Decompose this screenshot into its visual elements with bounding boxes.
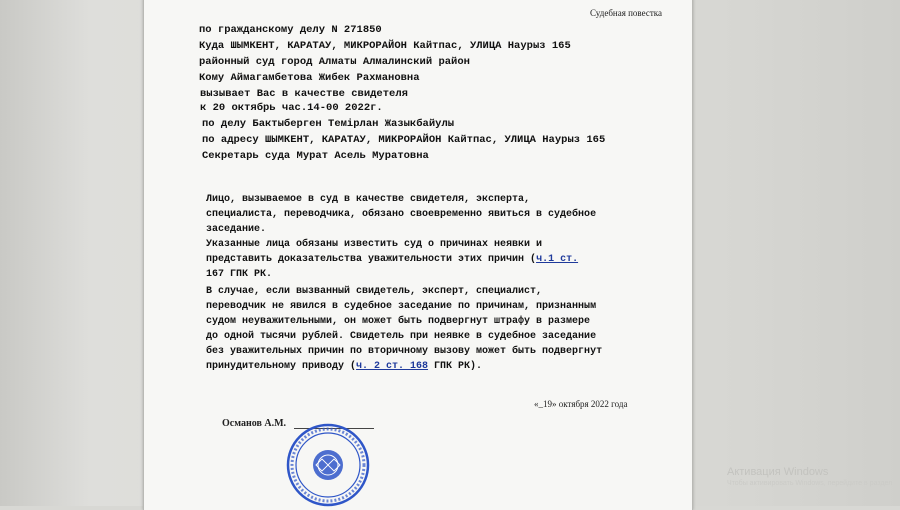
destination-line: Куда ШЫМКЕНТ, КАРАТАУ, МИКРОРАЙОН Кайтпас, УЛИЦА Наурыз 165	[199, 40, 571, 52]
body-line: Указанные лица обязаны известить суд о причинах неявки и	[206, 239, 543, 250]
summons-line: вызывает Вас в качестве свидетеля	[200, 88, 408, 100]
document-date: «_19» октября 2022 года	[534, 399, 628, 409]
address-line: по адресу ШЫМКЕНТ, КАРАТАУ, МИКРОРАЙОН Кайтпас, УЛИЦА Наурыз 165	[202, 134, 606, 146]
law-reference-link[interactable]: ч.1 ст.	[536, 254, 579, 265]
secretary-line: Секретарь суда Мурат Асель Муратовна	[202, 150, 429, 162]
body-line: специалиста, переводчика, обязано своевременно явиться в судебное	[206, 209, 597, 220]
matter-line: по делу Бактыберген Темірлан Жазыкбайулы	[202, 118, 455, 130]
court-seal-icon	[286, 423, 370, 507]
windows-activation-title: Активация Windows	[727, 466, 829, 478]
law-reference-link[interactable]: ч. 2 ст. 168	[356, 361, 429, 372]
time-line: к 20 октябрь час.14-00 2022г.	[200, 102, 383, 114]
body-line: судом неуважительными, он может быть подвергнут штрафу в размере	[206, 316, 591, 327]
document-header: Судебная повестка	[590, 8, 662, 18]
body-line: переводчик не явился в судебное заседание по причинам, признанным	[206, 301, 597, 312]
body-line: до одной тысячи рублей. Свидетель при неявке в судебное заседание	[206, 331, 597, 342]
body-line: без уважительных причин по вторичному вызову может быть подвергнут	[206, 346, 603, 357]
body-line: 167 ГПК РК.	[206, 269, 273, 280]
document-page	[143, 0, 693, 510]
body-text: принудительному приводу (	[206, 361, 357, 372]
windows-activation-hint: Чтобы активировать Windows, перейдите в раздел	[727, 480, 893, 487]
body-text: ГПК РК).	[428, 361, 483, 372]
body-line: В случае, если вызванный свидетель, эксперт, специалист,	[206, 286, 543, 297]
body-text: представить доказательства уважительности этих причин (	[206, 254, 537, 265]
body-line: заседание.	[206, 224, 267, 235]
body-line	[206, 254, 578, 265]
recipient-line: Кому Аймагамбетова Жибек Рахмановна	[199, 72, 420, 84]
body-line	[206, 361, 482, 372]
signer-name: Османов А.М.	[222, 418, 287, 429]
court-line: районный суд город Алматы Алмалинский район	[199, 56, 470, 68]
body-line: Лицо, вызываемое в суд в качестве свидетеля, эксперта,	[206, 194, 531, 205]
case-line: по гражданскому делу N 271850	[199, 24, 382, 36]
